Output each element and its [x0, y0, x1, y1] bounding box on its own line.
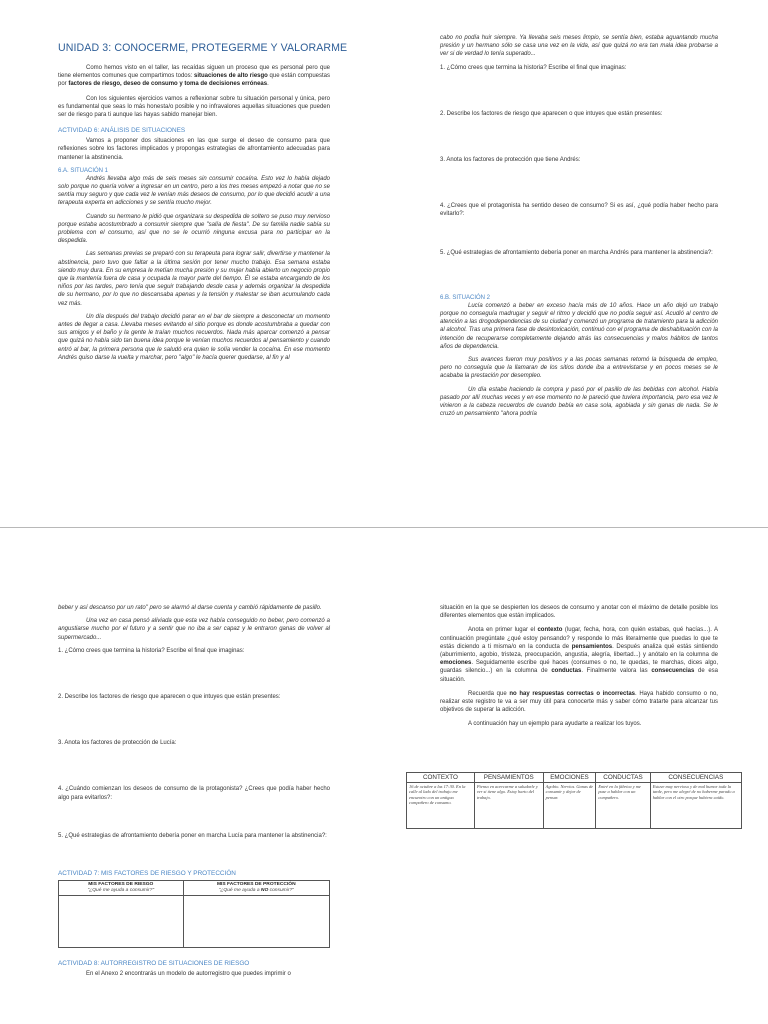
page-3 [0, 532, 384, 1024]
table-cell: Agobio. Nervios. Ganas de consumir y dejar de pensar. [543, 783, 596, 829]
reminder-paragraph: Recuerda que no hay respuestas correctas o incorrectas. Haya habido consumo o no, realizar este registro te va a ser muy útil para conocerte más y saber cómo tratarte para alcanzar tus objetivos de superar la adicción. [440, 690, 718, 714]
example-intro: A continuación hay un ejemplo para ayudarte a realizar los tuyos. [468, 721, 642, 728]
risk-factors-header: MIS FACTORES DE RIESGO "¿Qué me ayuda a consumir?" [59, 881, 184, 896]
self-record-example-table [406, 772, 742, 829]
table-cell: Pienso en acercarme a saludarle y ver si tiene algo. Estoy harto del trabajo. [474, 783, 543, 829]
table-header: CONTEXTO [407, 773, 475, 783]
answer-space[interactable] [58, 802, 330, 832]
question-1: 1. ¿Cómo crees que termina la historia? Escribe el final que imaginas: [440, 64, 627, 71]
table-header: EMOCIONES [543, 773, 596, 783]
self-record-instructions: Anota en primer lugar el contexto (lugar, fecha, hora, con quién estabas, qué hacías...). A continuación pregúntate ¿qué estoy pensando? y responde lo más literalmente que puedas lo que te estás diciendo a ti misma/o en la conducta de pensamientos. Después analiza qué estás sintiendo (aburrimiento, agobio, tristeza, preocupación, angustia, alegría, libertad...) y anótalo en la columna de emociones. Seguidamente escribe qué haces (consumes o no, te quedas, te marchas, dices algo, guardas silencio...) en la columna de conductas. Finalmente valora las consecuencias de esa situación. [440, 627, 719, 683]
page-2-column [440, 34, 718, 423]
answer-space[interactable] [440, 164, 718, 202]
answer-space[interactable] [440, 72, 718, 110]
page-separator [0, 527, 768, 528]
story-paragraph: Cuando su hermano le pidió que organizara su despedida de soltero se puso muy nervioso porque estaba acostumbrado a consumir siempre que "salía de fiesta". De su familia nadie sabía su problema con el consumo, así que no se le ocurrió ninguna excusa para no participar en la despedida. [58, 213, 330, 245]
question-3: 3. Anota los factores de protección que tiene Andrés: [440, 157, 581, 164]
answer-space[interactable] [58, 655, 330, 693]
table-cell: 16 de octubre a las 17:30. En la calle al lado del trabajo me encuentro con un antiguo compañero de consumo. [407, 783, 475, 829]
page-4 [384, 532, 768, 1024]
question-5: 5. ¿Qué estrategias de afrontamiento debería poner en marcha Lucía para mantener la abstinencia?: [58, 832, 327, 839]
question-4: 4. ¿Cuándo comienzan los deseos de consumo de la protagonista? ¿Crees que podía haber hecho algo para evitarlos?: [58, 786, 330, 801]
story-continuation: beber y así descanso por un rato" pero se alarmó al darse cuenta y cambió rápidamente de pasillo. [58, 605, 322, 611]
story-continuation: cabo no podía huir siempre. Ya llevaba seis meses limpio, se sentía bien, estaba aguantando mucha presión y un hermano sólo se casa una vez en la vida, así que quizá no era tan mala idea probarse a ver si de verdad lo tenía superado... [440, 35, 718, 58]
page-1 [0, 0, 384, 512]
story-paragraph: Un día después del trabajo decidió parar en el bar de siempre a desconectar un momento antes de llegar a casa. Llevaba meses evitando el sitio porque es donde acostumbraba a quedar con sus amigos y el baño y la gente le traían muchos recuerdos. Nada más aparcar comenzó a pensar que quizá no había sido tan buena idea porque le venían muchos recuerdos al pensamiento y cuando entró al bar, la primera persona que le saludó era quien le solía vender la cocaína. En ese momento Andrés quiso darse la vuelta y marchar, pero "algo" le hacía querer quedarse, al fin y al [58, 313, 330, 361]
situation-1-heading: 6.A. SITUACIÓN 1 [58, 167, 109, 174]
question-3: 3. Anota los factores de protección de Lucía: [58, 740, 177, 747]
activity-8-text: En el Anexo 2 encontrarás un modelo de autorregistro que puedes imprimir o [86, 971, 291, 978]
story-paragraph: Las semanas previas se preparó con su terapeuta para lograr salir, divertirse y mantener la abstinencia, pero tuvo que faltar a la última sesión por tener mucho trabajo. Esa semana estaba siendo muy dura. En su empresa le metían mucha presión y su mujer había abierto un negocio propio que la mantenía fuera de casa y ocupada la mayor parte del tiempo. Él se estaba encargando de los niños por las tardes, pero tenía que seguir trabajando desde casa y además organizar la despedida de su hermano, por lo que no descansaba apenas y la tensión y malestar se iban acumulando cada vez más. [58, 251, 330, 307]
answer-space[interactable] [58, 747, 330, 785]
activity-8-heading: ACTIVIDAD 8: AUTORREGISTRO DE SITUACIONES DE RIESGO [58, 960, 250, 968]
activity-6-text: Vamos a proponer dos situaciones en las que surge el deseo de consumo para que reflexiones sobre los factores implicados y propongas estrategias de afrontamiento adecuadas para mantener la abstinencia. [58, 138, 330, 161]
question-4: 4. ¿Crees que el protagonista ha sentido deseo de consumo? Si es así, ¿qué podía haber hecho para evitarlo?: [440, 203, 718, 218]
factors-table [58, 880, 330, 948]
answer-space[interactable] [58, 840, 330, 862]
answer-space[interactable] [440, 257, 718, 293]
answer-space[interactable] [440, 118, 718, 156]
page-1-column [58, 42, 348, 367]
story-paragraph: Un día estaba haciendo la compra y pasó por el pasillo de las bebidas con alcohol. Había pasado por allí muchas veces y en ese momento no le pareció que tuviera importancia, pero esa vez le vinieron a la cabeza recuerdos de cuando bebía en casa sola, agobiada y sin ganas de nada. Se le cruzó un pensamiento "ahora podría [440, 386, 718, 418]
page-3-column [58, 604, 330, 984]
question-1: 1. ¿Cómo crees que termina la historia? Escribe el final que imaginas: [58, 647, 245, 654]
page-2 [384, 0, 768, 512]
story-paragraph: Una vez en casa pensó aliviada que esta vez había conseguido no beber, pero comenzó a angustiarse mucho por el futuro y a sentir que no iba a ser capaz y le entraron ganas de volver al supermercado... [58, 618, 330, 641]
example-table-wrap [406, 772, 742, 829]
protection-factors-header: MIS FACTORES DE PROTECCIÓN "¿Qué me ayuda a NO consumir?" [183, 881, 329, 896]
situation-2-heading: 6.B. SITUACIÓN 2 [440, 294, 491, 301]
self-record-continuation: situación en la que se despierten los deseos de consumo y anotar con el máximo de detalle posible los diferentes elementos que están implicados. [440, 605, 718, 620]
story-paragraph: Lucía comenzó a beber en exceso hacía más de 10 años. Hace un año dejó un trabajo porque no conseguía madrugar y seguir el ritmo y decidió que no podía seguir así. Acudió al centro de atención a las drogodependencias de su ciudad y comenzó un programa de tratamiento para la adicción al alcohol. Tras una primera fase de desintoxicación, continuó con el programa de deshabituación con la intención de recuperarse completamente dejando atrás las consecuencias y malos hábitos de tantos años de dependencia. [440, 302, 718, 350]
table-header: PENSAMIENTOS [474, 773, 543, 783]
reflection-paragraph: Con los siguientes ejercicios vamos a reflexionar sobre tu situación personal y única, pero es fundamental que seas lo más honesta/o posible y no infravalores aquellas situaciones que pueden ser de riesgo para ti aunque las hayas sabido manejar bien. [58, 95, 330, 119]
activity-7-heading: ACTIVIDAD 7: MIS FACTORES DE RIESGO Y PROTECCIÓN [58, 870, 236, 878]
table-cell: Estuve muy nervioso y de mal humor toda la tarde, pero me alegré de no haberme parado a hablar con el otro porque hubiera caído. [650, 783, 741, 829]
story-paragraph: Sus avances fueron muy positivos y a las pocas semanas retomó la búsqueda de empleo, pero no conseguía que la llamaran de los sitios donde iba a entrevistarse y en pocos meses se le acababa la prestación por desempleo. [440, 357, 718, 380]
answer-space[interactable] [58, 701, 330, 739]
table-header: CONDUCTAS [596, 773, 650, 783]
activity-6-heading: ACTIVIDAD 6: ANÁLISIS DE SITUACIONES [58, 127, 186, 135]
page-4-column [440, 604, 718, 735]
table-header: CONSECUENCIAS [650, 773, 741, 783]
table-cell: Entré en la fábrica y me puse a hablar con un compañero. [596, 783, 650, 829]
question-5: 5. ¿Qué estrategias de afrontamiento debería poner en marcha Andrés para mantener la abstinencia?: [440, 249, 713, 256]
question-2: 2. Describe los factores de riesgo que aparecen o que intuyes que están presentes: [58, 694, 281, 701]
protection-factors-cell[interactable] [183, 896, 329, 948]
answer-space[interactable] [440, 219, 718, 249]
table-row [407, 783, 742, 829]
story-paragraph: Andrés llevaba algo más de seis meses sin consumir cocaína. Esto vez lo había dejado solo porque no quería volver a ingresar en un centro, pero a los tres meses empezó a notar que no se sentía muy seguro y que cada vez le venían más deseos de consumo, por lo que decidió acudir a una terapeuta experta en adicciones y se sentía mucho mejor. [58, 175, 330, 207]
question-2: 2. Describe los factores de riesgo que aparecen o que intuyes que están presentes: [440, 110, 663, 117]
intro-paragraph: Como hemos visto en el taller, las recaídas siguen un proceso que es personal pero que tiene elementos comunes que compartimos todos: situaciones de alto riesgo que están compuestas por factores de riesgo, deseo de consumo y toma de decisiones erróneas. [58, 65, 330, 88]
unit-title: UNIDAD 3: CONOCERME, PROTEGERME Y VALORARME [58, 42, 348, 54]
risk-factors-cell[interactable] [59, 896, 184, 948]
